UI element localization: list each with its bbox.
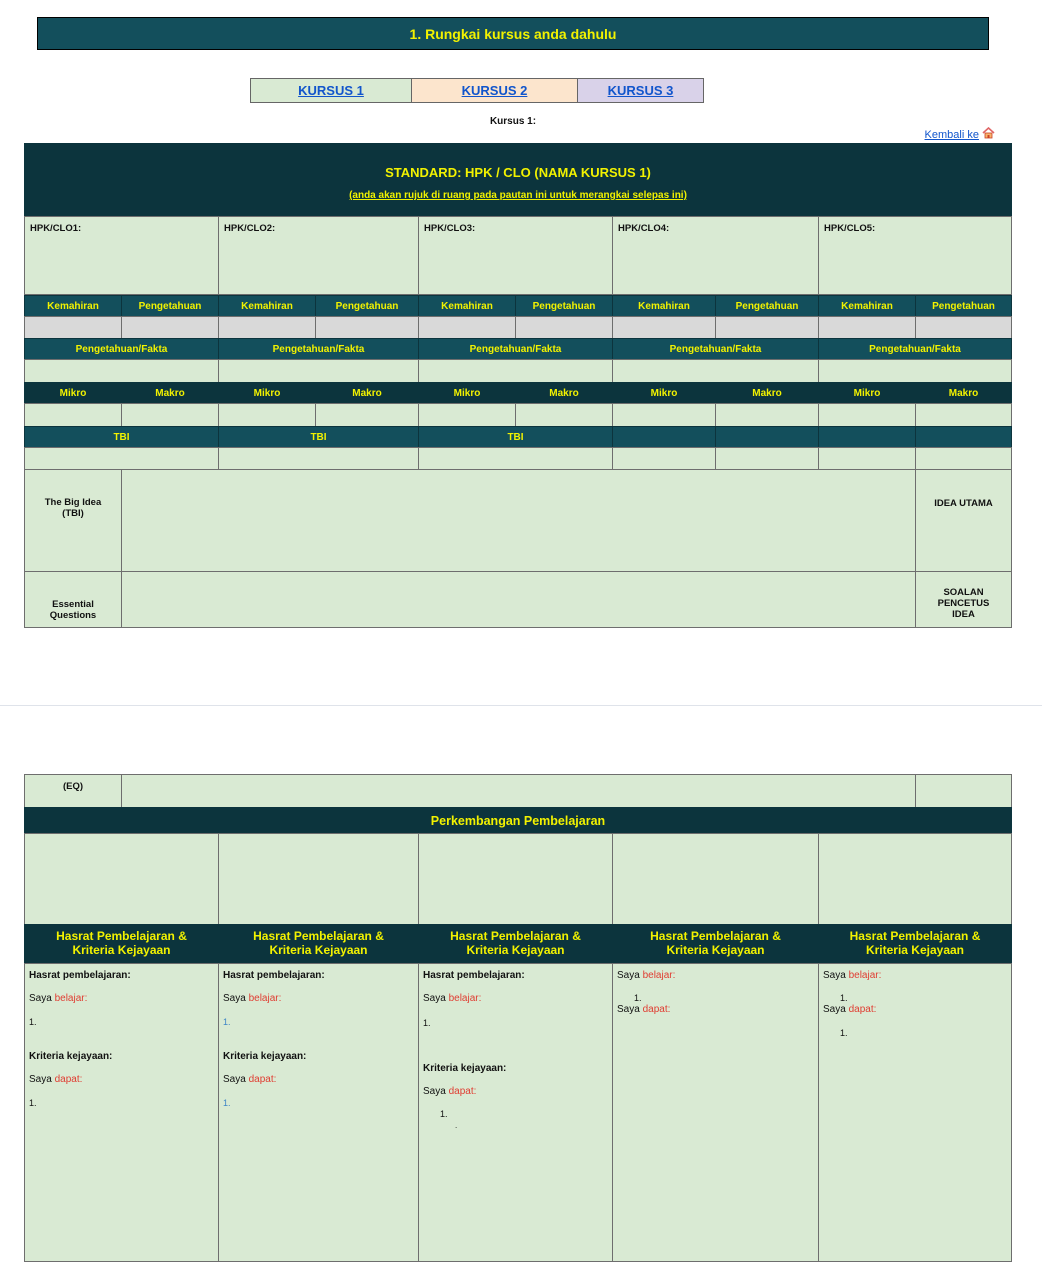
course-tabs	[250, 78, 704, 103]
page-break-divider	[0, 705, 1042, 706]
progress-cell[interactable]	[418, 833, 613, 925]
fakta-input-cell[interactable]	[418, 359, 613, 383]
tbi-input-cell[interactable]	[418, 447, 613, 470]
hasrat-label: Hasrat pembelajaran:	[223, 970, 325, 981]
makro-header-1: Makro	[121, 382, 219, 404]
progress-header	[24, 807, 1012, 834]
skill-input-cell[interactable]	[818, 316, 916, 339]
list-number: 1.	[440, 1109, 448, 1119]
kemahiran-header-2: Kemahiran	[218, 295, 316, 317]
skill-input-cell[interactable]	[915, 316, 1012, 339]
saya-belajar-line: Saya belajar:	[617, 970, 676, 981]
kriteria-label: Kriteria kejayaan:	[423, 1063, 507, 1074]
progress-title: Perkembangan Pembelajaran	[430, 813, 606, 828]
hasrat-header-4: Hasrat Pembelajaran & Kriteria Kejayaan	[612, 924, 819, 964]
kriteria-label: Kriteria kejayaan:	[223, 1051, 307, 1062]
tbi-input-cell[interactable]	[915, 447, 1012, 470]
progress-cell[interactable]	[24, 833, 219, 925]
clo-2[interactable]: HPK/CLO2:	[218, 216, 419, 295]
mikro-header-1: Mikro	[24, 382, 122, 404]
mikro-makro-input-cell[interactable]	[418, 403, 516, 427]
mikro-makro-input-cell[interactable]	[612, 403, 716, 427]
tbi-header-2: TBI	[218, 426, 419, 448]
fakta-header-2: Pengetahuan/Fakta	[218, 338, 419, 360]
makro-header-2: Makro	[315, 382, 419, 404]
back-link-text[interactable]: Kembali ke	[924, 129, 979, 141]
pengetahuan-header-4: Pengetahuan	[715, 295, 819, 317]
mikro-makro-input-cell[interactable]	[515, 403, 613, 427]
soalan-pencetus-text: SOALAN PENCETUS IDEA	[937, 587, 990, 620]
pengetahuan-header-2: Pengetahuan	[315, 295, 419, 317]
clo-3[interactable]: HPK/CLO3:	[418, 216, 613, 295]
makro-header-3: Makro	[515, 382, 613, 404]
kemahiran-header-3: Kemahiran	[418, 295, 516, 317]
big-idea-label	[24, 469, 122, 572]
progress-cell[interactable]	[818, 833, 1012, 925]
makro-header-5: Makro	[915, 382, 1012, 404]
saya-dapat-line: Saya dapat:	[423, 1086, 477, 1097]
tbi-header-3: TBI	[418, 426, 613, 448]
tab-kursus-1[interactable]	[250, 78, 412, 103]
standard-title: STANDARD: HPK / CLO (NAMA KURSUS 1)	[385, 165, 651, 180]
mikro-makro-input-cell[interactable]	[818, 403, 916, 427]
pengetahuan-header-3: Pengetahuan	[515, 295, 613, 317]
hasrat-label: Hasrat pembelajaran:	[29, 970, 131, 981]
eq-input[interactable]	[121, 774, 916, 808]
skill-input-cell[interactable]	[218, 316, 316, 339]
saya-dapat-line: Saya dapat:	[29, 1074, 83, 1085]
fakta-input-cell[interactable]	[612, 359, 819, 383]
essential-questions-text: Essential Questions	[49, 599, 97, 621]
list-number: 1.	[223, 1098, 231, 1108]
kriteria-label: Kriteria kejayaan:	[29, 1051, 113, 1062]
skill-input-cell[interactable]	[315, 316, 419, 339]
list-number: 1.	[29, 1017, 37, 1027]
mikro-makro-input-cell[interactable]	[218, 403, 316, 427]
essential-questions-input[interactable]	[121, 571, 916, 628]
standard-subtitle: (anda akan rujuk di ruang pada pautan ini untuk merangkai selepas ini)	[349, 190, 687, 201]
tbi-header-4	[612, 426, 716, 448]
list-number: 1.	[840, 993, 848, 1003]
clo-5[interactable]: HPK/CLO5:	[818, 216, 1012, 295]
skill-input-cell[interactable]	[715, 316, 819, 339]
skill-input-cell[interactable]	[24, 316, 122, 339]
skill-input-cell[interactable]	[515, 316, 613, 339]
hasrat-column-5[interactable]	[818, 963, 1012, 1262]
big-idea-input[interactable]	[121, 469, 916, 572]
mikro-header-2: Mikro	[218, 382, 316, 404]
kemahiran-header-4: Kemahiran	[612, 295, 716, 317]
saya-dapat-line: Saya dapat:	[617, 1004, 671, 1015]
tbi-header-1: TBI	[24, 426, 219, 448]
fakta-header-5: Pengetahuan/Fakta	[818, 338, 1012, 360]
mikro-makro-input-cell[interactable]	[121, 403, 219, 427]
tab-kursus-3[interactable]	[578, 78, 704, 103]
saya-belajar-line: Saya belajar:	[423, 993, 482, 1004]
fakta-header-3: Pengetahuan/Fakta	[418, 338, 613, 360]
hasrat-column-4[interactable]	[612, 963, 819, 1262]
big-idea-label-text: The Big Idea (TBI)	[44, 497, 102, 519]
hasrat-column-1[interactable]	[24, 963, 219, 1262]
tab-kursus-2[interactable]	[412, 78, 578, 103]
hasrat-column-2[interactable]	[218, 963, 419, 1262]
tab-kursus-2-link[interactable]: KURSUS 2	[461, 83, 528, 98]
hasrat-header-3: Hasrat Pembelajaran & Kriteria Kejayaan	[418, 924, 613, 964]
idea-utama-label	[915, 469, 1012, 572]
skill-input-cell[interactable]	[121, 316, 219, 339]
home-icon	[982, 127, 995, 139]
hasrat-header-5: Hasrat Pembelajaran & Kriteria Kejayaan	[818, 924, 1012, 964]
fakta-header-4: Pengetahuan/Fakta	[612, 338, 819, 360]
saya-dapat-line: Saya dapat:	[823, 1004, 877, 1015]
mikro-header-4: Mikro	[612, 382, 716, 404]
back-link[interactable]	[895, 127, 995, 141]
page-title-bar	[37, 17, 989, 50]
skill-input-cell[interactable]	[418, 316, 516, 339]
progress-cell[interactable]	[218, 833, 419, 925]
list-number: 1.	[634, 993, 642, 1003]
tbi-header-6	[818, 426, 916, 448]
kemahiran-header-1: Kemahiran	[24, 295, 122, 317]
list-dot: .	[455, 1121, 458, 1130]
standard-header	[24, 143, 1012, 216]
mikro-makro-input-cell[interactable]	[24, 403, 122, 427]
eq-label-text: (EQ)	[62, 781, 84, 792]
progress-cell[interactable]	[612, 833, 819, 925]
list-number: 1.	[223, 1017, 231, 1027]
makro-header-4: Makro	[715, 382, 819, 404]
mikro-makro-input-cell[interactable]	[715, 403, 819, 427]
tbi-header-5	[715, 426, 819, 448]
tab-kursus-3-link[interactable]: KURSUS 3	[607, 83, 674, 98]
mikro-makro-input-cell[interactable]	[315, 403, 419, 427]
hasrat-label: Hasrat pembelajaran:	[423, 970, 525, 981]
soalan-pencetus-label	[915, 571, 1012, 628]
mikro-makro-input-cell[interactable]	[915, 403, 1012, 427]
saya-belajar-line: Saya belajar:	[223, 993, 282, 1004]
list-number: 1.	[423, 1018, 431, 1028]
pengetahuan-header-5: Pengetahuan	[915, 295, 1012, 317]
tbi-input-cell[interactable]	[24, 447, 219, 470]
mikro-header-5: Mikro	[818, 382, 916, 404]
eq-right-cell[interactable]	[915, 774, 1012, 808]
course-label: Kursus 1:	[489, 116, 537, 127]
saya-belajar-line: Saya belajar:	[29, 993, 88, 1004]
hasrat-header-1: Hasrat Pembelajaran & Kriteria Kejayaan	[24, 924, 219, 964]
tab-kursus-1-link[interactable]: KURSUS 1	[298, 83, 364, 98]
skill-input-cell[interactable]	[612, 316, 716, 339]
kemahiran-header-5: Kemahiran	[818, 295, 916, 317]
eq-label	[24, 774, 122, 808]
fakta-input-cell[interactable]	[818, 359, 1012, 383]
tbi-input-cell[interactable]	[715, 447, 819, 470]
hasrat-column-3[interactable]	[418, 963, 613, 1262]
tbi-input-cell[interactable]	[218, 447, 419, 470]
list-number: 1.	[29, 1098, 37, 1108]
fakta-input-cell[interactable]	[24, 359, 219, 383]
tbi-input-cell[interactable]	[612, 447, 716, 470]
fakta-input-cell[interactable]	[218, 359, 419, 383]
page-title: 1. Rungkai kursus anda dahulu	[409, 25, 617, 42]
clo-1[interactable]: HPK/CLO1:	[24, 216, 219, 295]
mikro-header-3: Mikro	[418, 382, 516, 404]
pengetahuan-header-1: Pengetahuan	[121, 295, 219, 317]
saya-dapat-line: Saya dapat:	[223, 1074, 277, 1085]
clo-4[interactable]: HPK/CLO4:	[612, 216, 819, 295]
hasrat-header-2: Hasrat Pembelajaran & Kriteria Kejayaan	[218, 924, 419, 964]
essential-questions-label	[24, 571, 122, 628]
saya-belajar-line: Saya belajar:	[823, 970, 882, 981]
idea-utama-text: IDEA UTAMA	[934, 498, 993, 509]
tbi-header-7	[915, 426, 1012, 448]
list-number: 1.	[840, 1028, 848, 1038]
tbi-input-cell[interactable]	[818, 447, 916, 470]
fakta-header-1: Pengetahuan/Fakta	[24, 338, 219, 360]
